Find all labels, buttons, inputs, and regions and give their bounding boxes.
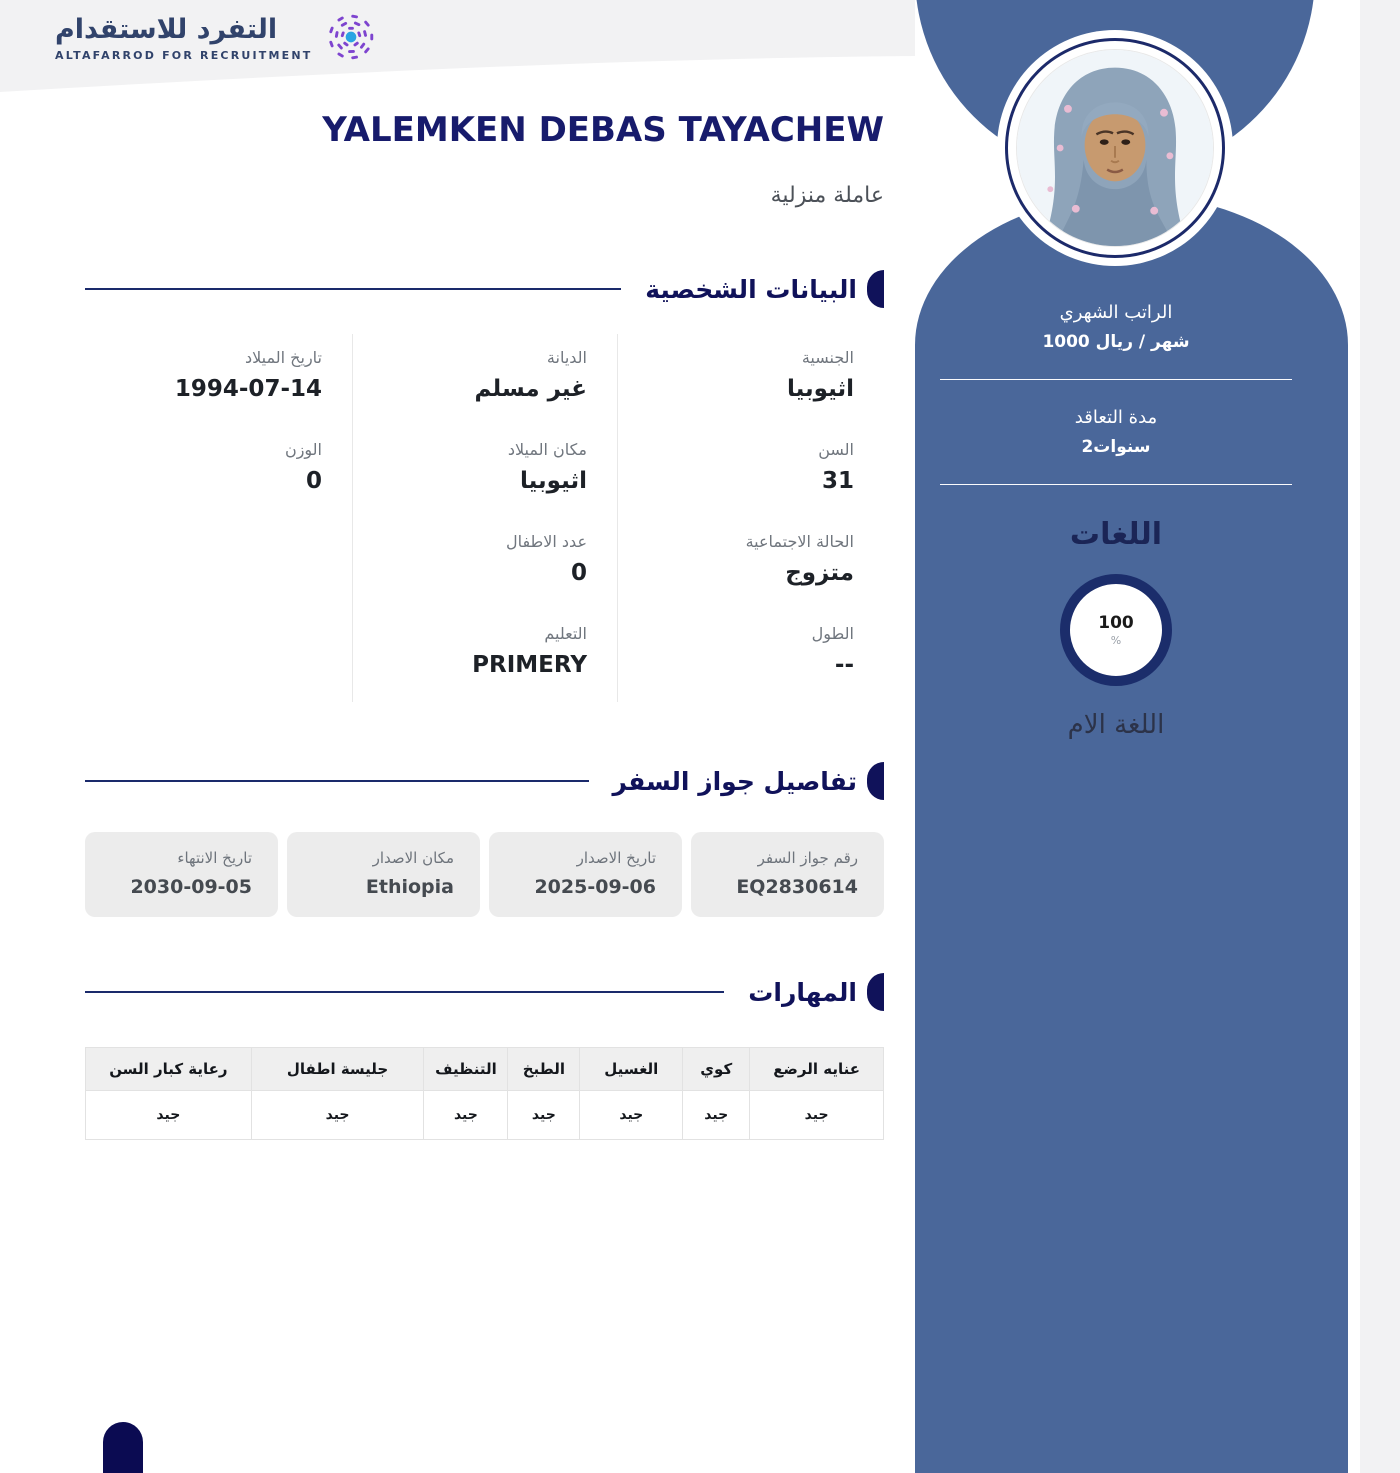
card-label: تاريخ الاصدار <box>576 849 656 867</box>
field-label: الطول <box>811 624 854 643</box>
skills-table <box>85 1047 884 1140</box>
personal-data-grid <box>85 334 884 702</box>
field-children-count <box>353 518 617 610</box>
field-value: 0 <box>305 468 322 494</box>
skill-header: جليسة اطفال <box>251 1048 424 1091</box>
percent-sign: % <box>1110 634 1122 647</box>
passport-expiry-date-card <box>85 832 278 917</box>
skill-header: الغسيل <box>580 1048 683 1091</box>
salary-value: 1000 ريال‎ / شهر <box>1042 332 1190 352</box>
skills-value-row <box>86 1091 884 1140</box>
section-title-passport: تفاصيل جواز السفر <box>612 766 857 796</box>
field-religion <box>353 334 617 426</box>
sidebar-divider <box>940 484 1292 485</box>
field-value: 0 <box>570 560 587 586</box>
field-value: 31 <box>821 468 854 494</box>
skills-header-row <box>86 1048 884 1091</box>
spiral-dots-logo-icon <box>322 8 380 66</box>
field-label: تاريخ الميلاد <box>245 348 322 367</box>
personal-column-3 <box>85 334 352 702</box>
skill-level: جيد <box>508 1091 580 1140</box>
skill-level: جيد <box>750 1091 884 1140</box>
field-label: السن <box>818 440 854 459</box>
card-value: 2030-09-05 <box>130 876 252 898</box>
field-label: مكان الميلاد <box>507 440 587 459</box>
field-label: عدد الاطفال <box>505 532 587 551</box>
field-value: 1994-07-14 <box>174 376 322 402</box>
profile-photo-illustration <box>1017 50 1213 246</box>
skill-header: عنايه الرضع <box>750 1048 884 1091</box>
skill-level: جيد <box>251 1091 424 1140</box>
salary-label: الراتب الشهري <box>1059 302 1173 323</box>
brand-name-english: ALTAFARROD FOR RECRUITMENT <box>55 49 313 63</box>
personal-column-1 <box>617 334 884 702</box>
field-nationality <box>618 334 884 426</box>
field-label: الجنسية <box>801 348 854 367</box>
passport-issue-place-card <box>287 832 480 917</box>
field-value: -- <box>834 652 854 678</box>
skill-level: جيد <box>683 1091 750 1140</box>
field-value: متزوج <box>785 560 854 586</box>
section-bullet-icon <box>867 270 884 308</box>
field-education <box>353 610 617 702</box>
field-birth-place <box>353 426 617 518</box>
brand-name-arabic: التفرد للاستقدام <box>55 13 278 45</box>
bottom-pill-decoration <box>103 1422 143 1473</box>
languages-title: اللغات <box>1069 517 1163 552</box>
sidebar-divider <box>940 379 1292 380</box>
card-value: 2025-09-06 <box>534 876 656 898</box>
passport-issue-date-card <box>489 832 682 917</box>
card-label: رقم جواز السفر <box>757 849 858 867</box>
skill-header: الطبخ <box>508 1048 580 1091</box>
brand-text <box>55 12 312 62</box>
section-header-skills <box>85 973 884 1011</box>
field-marital-status <box>618 518 884 610</box>
field-value: غير مسلم <box>474 376 587 402</box>
section-title-personal: البيانات الشخصية <box>645 274 857 304</box>
section-divider-line <box>85 288 621 290</box>
field-label: الوزن <box>284 440 322 459</box>
personal-column-2 <box>352 334 617 702</box>
card-value: Ethiopia <box>365 876 454 898</box>
field-label: الحالة الاجتماعية <box>745 532 854 551</box>
field-weight <box>85 426 352 518</box>
contract-duration-label: مدة التعاقد <box>1074 407 1158 428</box>
main-content <box>85 95 884 1140</box>
field-value: اثيوبيا <box>787 376 854 402</box>
section-bullet-icon <box>867 973 884 1011</box>
card-value: EQ2830614 <box>736 876 858 898</box>
skill-header: كوي <box>683 1048 750 1091</box>
field-height <box>618 610 884 702</box>
section-divider-line <box>85 991 724 993</box>
section-bullet-icon <box>867 762 884 800</box>
skill-level: جيد <box>86 1091 252 1140</box>
contract-duration-value: 2سنوات <box>1081 437 1151 457</box>
section-header-passport <box>85 762 884 800</box>
card-label: تاريخ الانتهاء <box>177 849 252 867</box>
field-value: اثيوبيا <box>520 468 587 494</box>
skill-header: رعاية كبار السن <box>86 1048 252 1091</box>
field-age <box>618 426 884 518</box>
candidate-name: YALEMKEN DEBAS TAYACHEW <box>322 110 884 150</box>
candidate-job-title: عاملة منزلية <box>770 183 884 208</box>
passport-cards <box>85 832 884 917</box>
field-label: الديانة <box>546 348 587 367</box>
skill-header: التنظيف <box>424 1048 508 1091</box>
mother-tongue-label: اللغة الام <box>1067 710 1165 740</box>
passport-number-card <box>691 832 884 917</box>
section-header-personal <box>85 270 884 308</box>
section-divider-line <box>85 780 589 782</box>
field-label: التعليم <box>544 624 587 643</box>
brand-logo <box>55 8 380 66</box>
field-value: PRIMERY <box>472 652 587 678</box>
sidebar-content <box>940 290 1292 740</box>
language-progress-circle <box>1060 574 1172 686</box>
skill-level: جيد <box>424 1091 508 1140</box>
card-label: مكان الاصدار <box>372 849 454 867</box>
skill-level: جيد <box>580 1091 683 1140</box>
profile-photo <box>1016 49 1214 247</box>
section-title-skills: المهارات <box>748 977 857 1007</box>
field-birth-date <box>85 334 352 426</box>
language-percent-value: 100 <box>1098 613 1134 633</box>
